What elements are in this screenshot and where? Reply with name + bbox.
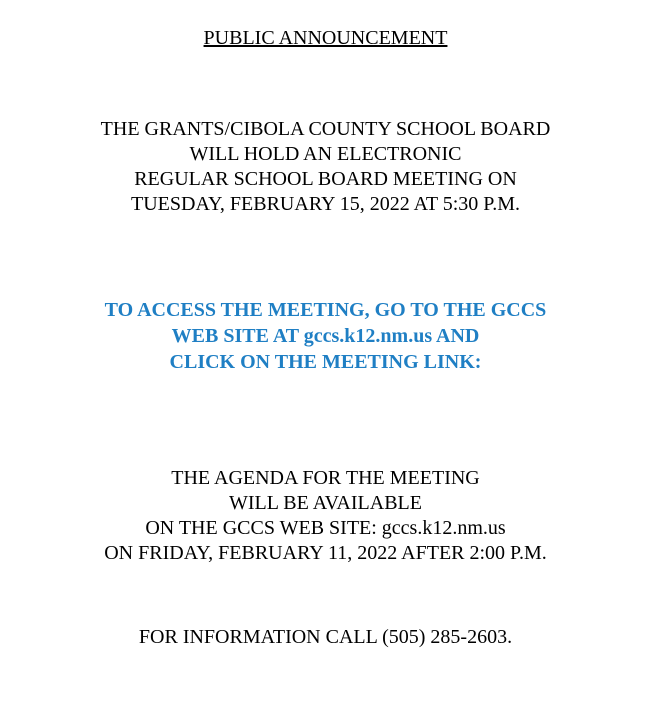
meeting-line: THE GRANTS/CIBOLA COUNTY SCHOOL BOARD: [100, 118, 551, 140]
contact-phone-line: FOR INFORMATION CALL (505) 285-2603.: [138, 626, 513, 648]
access-line: TO ACCESS THE MEETING, GO TO THE GCCS: [104, 299, 547, 321]
meeting-line: WILL HOLD AN ELECTRONIC: [189, 143, 462, 165]
page-title: PUBLIC ANNOUNCEMENT: [203, 27, 448, 49]
agenda-line: ON THE GCCS WEB SITE: gccs.k12.nm.us: [145, 517, 506, 539]
access-instructions: [0, 297, 651, 375]
agenda-line: THE AGENDA FOR THE MEETING: [171, 467, 480, 489]
access-line: CLICK ON THE MEETING LINK:: [169, 351, 482, 373]
agenda-notice: [0, 466, 651, 566]
agenda-line: WILL BE AVAILABLE: [229, 492, 422, 514]
meeting-line: TUESDAY, FEBRUARY 15, 2022 AT 5:30 P.M.: [131, 193, 520, 215]
agenda-line: ON FRIDAY, FEBRUARY 11, 2022 AFTER 2:00 P.M.: [104, 542, 547, 564]
contact-info: [0, 625, 651, 650]
meeting-notice: [0, 117, 651, 217]
access-line: WEB SITE AT gccs.k12.nm.us AND: [171, 325, 480, 347]
meeting-line: REGULAR SCHOOL BOARD MEETING ON: [134, 168, 517, 190]
